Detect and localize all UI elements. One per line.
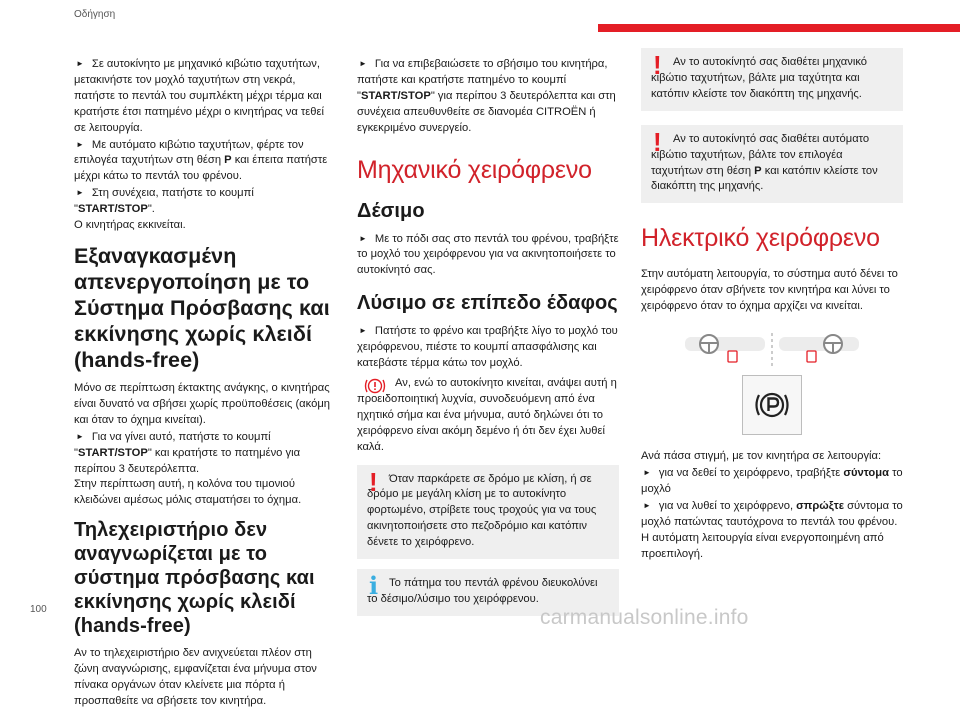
paragraph: Ανά πάσα στιγμή, με τον κινητήρα σε λειτουργία:: [641, 450, 882, 463]
bullet-arrow-icon: ►: [76, 188, 84, 198]
bullet-arrow-icon: ►: [643, 467, 651, 477]
watermark: carmanualsonline.info: [540, 606, 749, 629]
section-title: Οδήγηση: [74, 9, 116, 20]
brake-indicator-lamp-icon: [807, 351, 816, 362]
paragraph: ► Με αυτόματο κιβώτιο ταχυτήτων, φέρτε τον επιλογέα ταχυτήτων στη θέση P και έπειτα πατήστε μέχρι κάτω το πεντάλ του φρένου.: [74, 138, 328, 183]
heading-electric-parking-brake: Ηλεκτρικό χειρόφρενο: [641, 224, 880, 253]
column-3: [641, 48, 903, 562]
paragraph: Ο κινητήρας εκκινείται.: [74, 219, 186, 232]
brake-indicator-lamp-icon: [728, 351, 737, 362]
bullet-arrow-icon: ►: [359, 326, 367, 336]
warning-exclamation-icon: !: [369, 466, 378, 497]
steering-wheel-icon: [824, 335, 842, 353]
paragraph: ► Με το πόδι σας στο πεντάλ του φρένου, τραβήξτε το μοχλό του χειρόφρενου για να ακινητοποιήσετε το αυτοκίνητό σας.: [357, 232, 619, 277]
paragraph: ► για να λυθεί το χειρόφρενο, σπρώξτε σύντομα το μοχλό πατώντας ταυτόχρονα το πεντάλ του φρένου.: [641, 499, 903, 528]
page-number: 100: [30, 604, 47, 615]
info-icon: i: [369, 571, 379, 601]
header-accent-bar: [598, 24, 960, 32]
parking-brake-p-icon: [743, 376, 801, 434]
heading-remote-not-detected: Τηλεχειριστήριο δεν αναγνωρίζεται με το σύστημα πρόσβασης και εκκίνησης χωρίς κλειδί (hands-free): [74, 519, 315, 638]
steering-wheel-icon: [700, 335, 718, 353]
paragraph: ► Για να επιβεβαιώσετε το σβήσιμο του κινητήρα, πατήστε και κρατήστε πατημένο το κουμπί "START/STOP" για περίπου 3 δευτερόλεπτα και στη συνέχεια απευθυνθείτε σε διανομέα CITROËN ή εγκεκριμένο συνεργείο.: [357, 58, 616, 134]
paragraph: ► Για να γίνει αυτό, πατήστε το κουμπί "START/STOP" και κρατήστε το πατημένο για περίπου 3 δευτερόλεπτα.: [74, 430, 301, 475]
column-1: [74, 56, 336, 710]
parking-brake-switch-illustration: [742, 375, 802, 435]
paragraph: ► για να δεθεί το χειρόφρενο, τραβήξτε σύντομα το μοχλό: [641, 466, 903, 495]
parking-brake-warning-lamp-icon: [363, 376, 387, 396]
brake-indicator-illustration: [641, 331, 903, 369]
bullet-arrow-icon: ►: [643, 500, 651, 510]
paragraph: ► Σε αυτοκίνητο με μηχανικό κιβώτιο ταχυτήτων, μετακινήστε τον μοχλό ταχυτήτων στη νεκρά, πατήστε το πεντάλ του συμπλέκτη μέχρι τέρμα και κρατήστε έτσι πατημένο μέχρι ο κινητήρας να τεθεί σε λειτουργία.: [74, 58, 324, 134]
warning-exclamation-icon: !: [653, 50, 662, 80]
column-2: [357, 56, 619, 616]
bullet-arrow-icon: ►: [359, 59, 367, 68]
paragraph: Η αυτόματη λειτουργία είναι ενεργοποιημένη από προεπιλογή.: [641, 531, 884, 560]
bullet-arrow-icon: ►: [76, 431, 84, 441]
paragraph: ► Πατήστε το φρένο και τραβήξτε λίγο το μοχλό του χειρόφρενου, πιέστε το κουμπί απασφάλισης και κατεβάστε τέρμα κάτω τον μοχλό.: [357, 325, 618, 370]
paragraph: Αν το τηλεχειριστήριο δεν ανιχνεύεται πλέον στη ζώνη αναγνώρισης, εμφανίζεται ένα μήνυμα στον πίνακα οργάνων όταν κλείνετε μια πόρτα ή προσπαθείτε να σβήσετε τον κινητήρα.: [74, 647, 317, 707]
heading-manual-parking-brake: Μηχανικό χειρόφρενο: [357, 155, 592, 184]
paragraph: Στην αυτόματη λειτουργία, το σύστημα αυτό δένει το χειρόφρενο όταν σβήνετε τον κινητήρα και λύνει το χειρόφρενο όταν το όχημα αρχίζει να κινείται.: [641, 268, 898, 313]
bullet-arrow-icon: ►: [359, 233, 367, 243]
paragraph: Στην περίπτωση αυτή, η κολόνα του τιμονιού κλειδώνει αμέσως μόλις σταματήσει το όχημα.: [74, 478, 302, 507]
heading-apply: Δέσιμο: [357, 199, 425, 222]
bullet-arrow-icon: ►: [76, 59, 84, 68]
paragraph: Αν, ενώ το αυτοκίνητο κινείται, ανάψει αυτή η προειδοποιητική λυχνία, συνοδευόμενη από ένα ηχητικό σήμα και ένα μήνυμα, αυτό δηλώνει ότι το χειρόφρενο είναι ακόμη δεμένο ή ότι δεν έχει λυθεί καλά.: [357, 376, 617, 453]
warning-lamp-note: [357, 376, 619, 456]
warning-box: ! Αν το αυτοκίνητό σας διαθέτει αυτόματο κιβώτιο ταχυτήτων, βάλτε τον επιλογέα ταχυτήτων στη θέση P και κατόπιν κλείστε τον διακόπτη της μηχανής.: [641, 125, 903, 204]
info-box: i Το πάτημα του πεντάλ φρένου διευκολύνει το δέσιμο/λύσιμο του χειρόφρενου.: [357, 569, 619, 616]
paragraph: ► Στη συνέχεια, πατήστε το κουμπί "START/STOP".: [74, 187, 254, 216]
brake-indicator-strip: [641, 331, 903, 369]
paragraph: Μόνο σε περίπτωση έκτακτης ανάγκης, ο κινητήρας είναι δυνατό να σβήσει χωρίς προϋποθέσεις (ακόμη και όταν το όχημα κινείται).: [74, 381, 330, 426]
heading-release: Λύσιμο σε επίπεδο έδαφος: [357, 292, 618, 315]
warning-box: ! Όταν παρκάρετε σε δρόμο με κλίση, ή σε δρόμο με μεγάλη κλίση με το αυτοκίνητο φορτωμένο, στρίβετε τους τροχούς για να τους ακινητοποιήσετε στο πεζοδρόμιο και κατόπιν δένετε το χειρόφρενο.: [357, 465, 619, 560]
warning-exclamation-icon: !: [653, 126, 662, 157]
heading-emergency-stop: Εξαναγκασμένη απενεργοποίηση με το Σύστημα Πρόσβασης και εκκίνησης χωρίς κλειδί (hands-free): [74, 243, 330, 372]
bullet-arrow-icon: ►: [76, 139, 84, 149]
warning-box: ! Αν το αυτοκίνητό σας διαθέτει μηχανικό κιβώτιο ταχυτήτων, βάλτε μια ταχύτητα και κατόπιν κλείστε τον διακόπτη της μηχανής.: [641, 48, 903, 111]
